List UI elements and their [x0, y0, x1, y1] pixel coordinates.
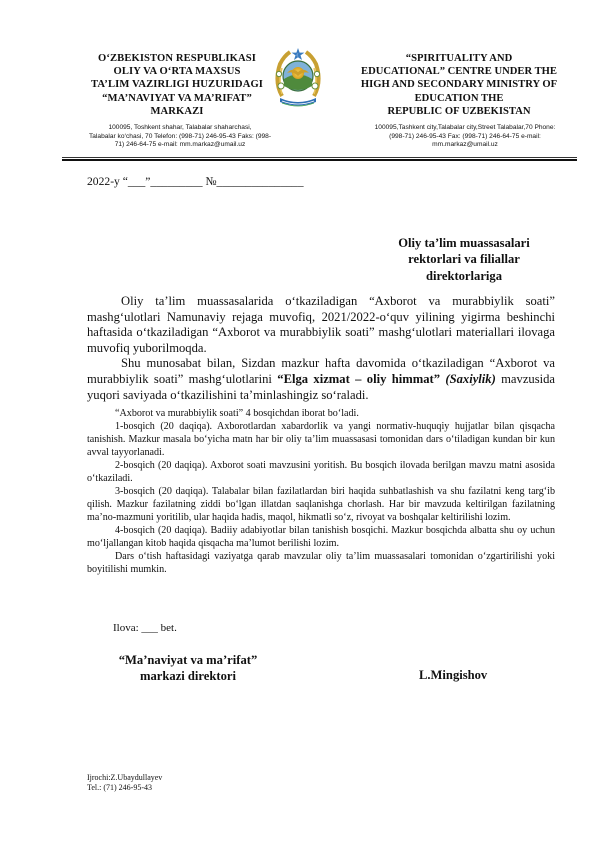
letterhead-line: EDUCATIONAL” CENTRE UNDER THE	[361, 66, 557, 78]
stage-2: 2-bosqich (20 daqiqa). Axborot soati mavzusini yoritish. Bu bosqich ilovada berilgan mavzu matni asosida o‘tkaziladi.	[87, 460, 555, 484]
addressee-line: Oliy ta’lim muassasalari	[398, 236, 530, 250]
stages-intro: “Axborot va murabbiylik soati” 4 bosqichdan iborat bo‘ladi.	[115, 408, 359, 419]
letterhead-line: TA’LIM VAZIRLIGI HUZURIDAGI	[90, 79, 264, 91]
signatory-title	[108, 652, 268, 684]
letterhead-divider-thin	[62, 157, 577, 158]
topic-theme: (Saxiylik)	[445, 371, 496, 386]
letterhead-line: “MA’NAVIYAT VA MA’RIFAT”	[102, 92, 252, 104]
svg-text:☾: ☾	[296, 52, 300, 58]
letter-body	[87, 294, 555, 403]
addressee-block	[380, 235, 548, 284]
signatory-name: L.Mingishov	[419, 668, 488, 682]
stage-4: 4-bosqich (20 daqiqa). Badiiy adabiyotlar bilan tanishish bosqichi. Mazkur bosqichda albatta shu oy uchun mo‘ljallangan kitob haqida qisqacha ma’lumot berilishi lozim.	[87, 525, 555, 549]
attachment-note: Ilova: ___ bet.	[113, 622, 177, 634]
address-line: 71) 246-64-75 e-mail: mm.markaz@umail.uz	[114, 141, 246, 149]
addressee-line: direktorlariga	[425, 268, 503, 283]
address-line: 100095,Tashkent city,Talabalar city,Street Talabalar,70 Phone:	[374, 124, 556, 131]
addressee-line: rektorlari va filiallar	[408, 252, 520, 267]
stage-1: 1-bosqich (20 daqiqa). Axborotlardan xabardorlik va yangi normativ-huquqiy hujjatlar bilan qisqacha tanishish. Mazkur masala bo‘yicha matn har bir oliy ta’lim muassasasi tomonidan dars o‘tiladigan kundan bir kun avval tayyorlanadi.	[87, 421, 555, 458]
stage-3: 3-bosqich (20 daqiqa). Talabalar bilan fazilatlardan biri haqida suhbatlashish va shu fazilatni keng targ‘ib qilish. Mazkur fazilatning ziddi bo‘lgan illatdan saqlanishga chorlash. Har bir mavzuda keltirilgan fazilatning ma’no-mazmuni yoritilib, ular haqida hadis, maqol, hikmatli so‘z, rivoyat va boshqalar keltirilishi lozim.	[87, 486, 555, 523]
letterhead-line: O‘ZBEKISTON RESPUBLIKASI	[98, 53, 256, 64]
address-line: 100095, Toshkent shahar, Talabalar shaharchasi,	[108, 124, 252, 131]
address-english	[350, 124, 580, 150]
letterhead-line: REPUBLIC OF UZBEKISTAN	[387, 105, 531, 117]
letterhead-line: OLIY VA O‘RTA MAXSUS	[113, 66, 241, 78]
date-number-line: 2022-y “___”_________ №_______________	[87, 175, 304, 188]
state-emblem-icon	[272, 46, 324, 108]
letterhead-line: MARKAZI	[150, 105, 204, 117]
body-paragraph-2	[87, 356, 555, 403]
stages-block	[87, 407, 555, 576]
topic-title: “Elga xizmat – oliy himmat”	[277, 371, 441, 386]
body-paragraph-1: Oliy ta’lim muassasalarida o‘tkaziladigan “Axborot va murabbiylik soati” mashg‘ulotlari Namunaviy rejaga muvofiq, 2021/2022-o‘quv yilining yigirma beshinchi haftasida o‘tkaziladigan “Axborot va murabbiylik soati” mashg‘ulotlari materiallari ilovaga muvofiq yuborilmoqda.	[87, 294, 555, 355]
letterhead-line: HIGH AND SECONDARY MINISTRY OF	[360, 79, 558, 91]
executor-name: Ijrochi:Z.Ubaydullayev	[87, 773, 163, 782]
signatory-title-line: markazi direktori	[140, 669, 236, 683]
address-line: (998-71) 246-95-43 Fax: (998-71) 246-64-75 e-mail:	[389, 132, 541, 140]
letterhead-uzbek	[62, 52, 292, 118]
letterhead-english	[343, 52, 575, 118]
letterhead-line: “SPIRITUALITY AND	[405, 53, 513, 64]
executor-footer	[87, 773, 162, 792]
executor-phone: Tel.: (71) 246-95-43	[87, 782, 152, 792]
address-uzbek	[62, 124, 298, 150]
stages-note: Dars o‘tish haftasidagi vaziyatga qarab mavzular oliy ta’lim muassasalari tomonidan o‘zgartirilishi yoki boyitilishi mumkin.	[87, 551, 555, 575]
body-paragraph-2-start: Shu munosabat bilan, Sizdan mazkur hafta davomida o‘tkaziladigan “Axborot va murabbiylik soati” mashg‘ulotlarini	[87, 356, 555, 386]
address-line: Talabalar ko‘chasi, 70 Telefon: (998-71) 246-95-43 Faks: (998-	[88, 132, 272, 140]
address-line: mm.markaz@umail.uz	[432, 141, 498, 149]
body-paragraph-2-end: mavzusida yuqori saviyada o‘tkazilishini ta’minlashingiz so‘raladi.	[87, 371, 555, 402]
letterhead-line: EDUCATION THE	[414, 92, 504, 104]
signatory-title-line: “Ma’naviyat va ma’rifat”	[118, 653, 258, 667]
letterhead-divider-thick	[62, 159, 577, 161]
